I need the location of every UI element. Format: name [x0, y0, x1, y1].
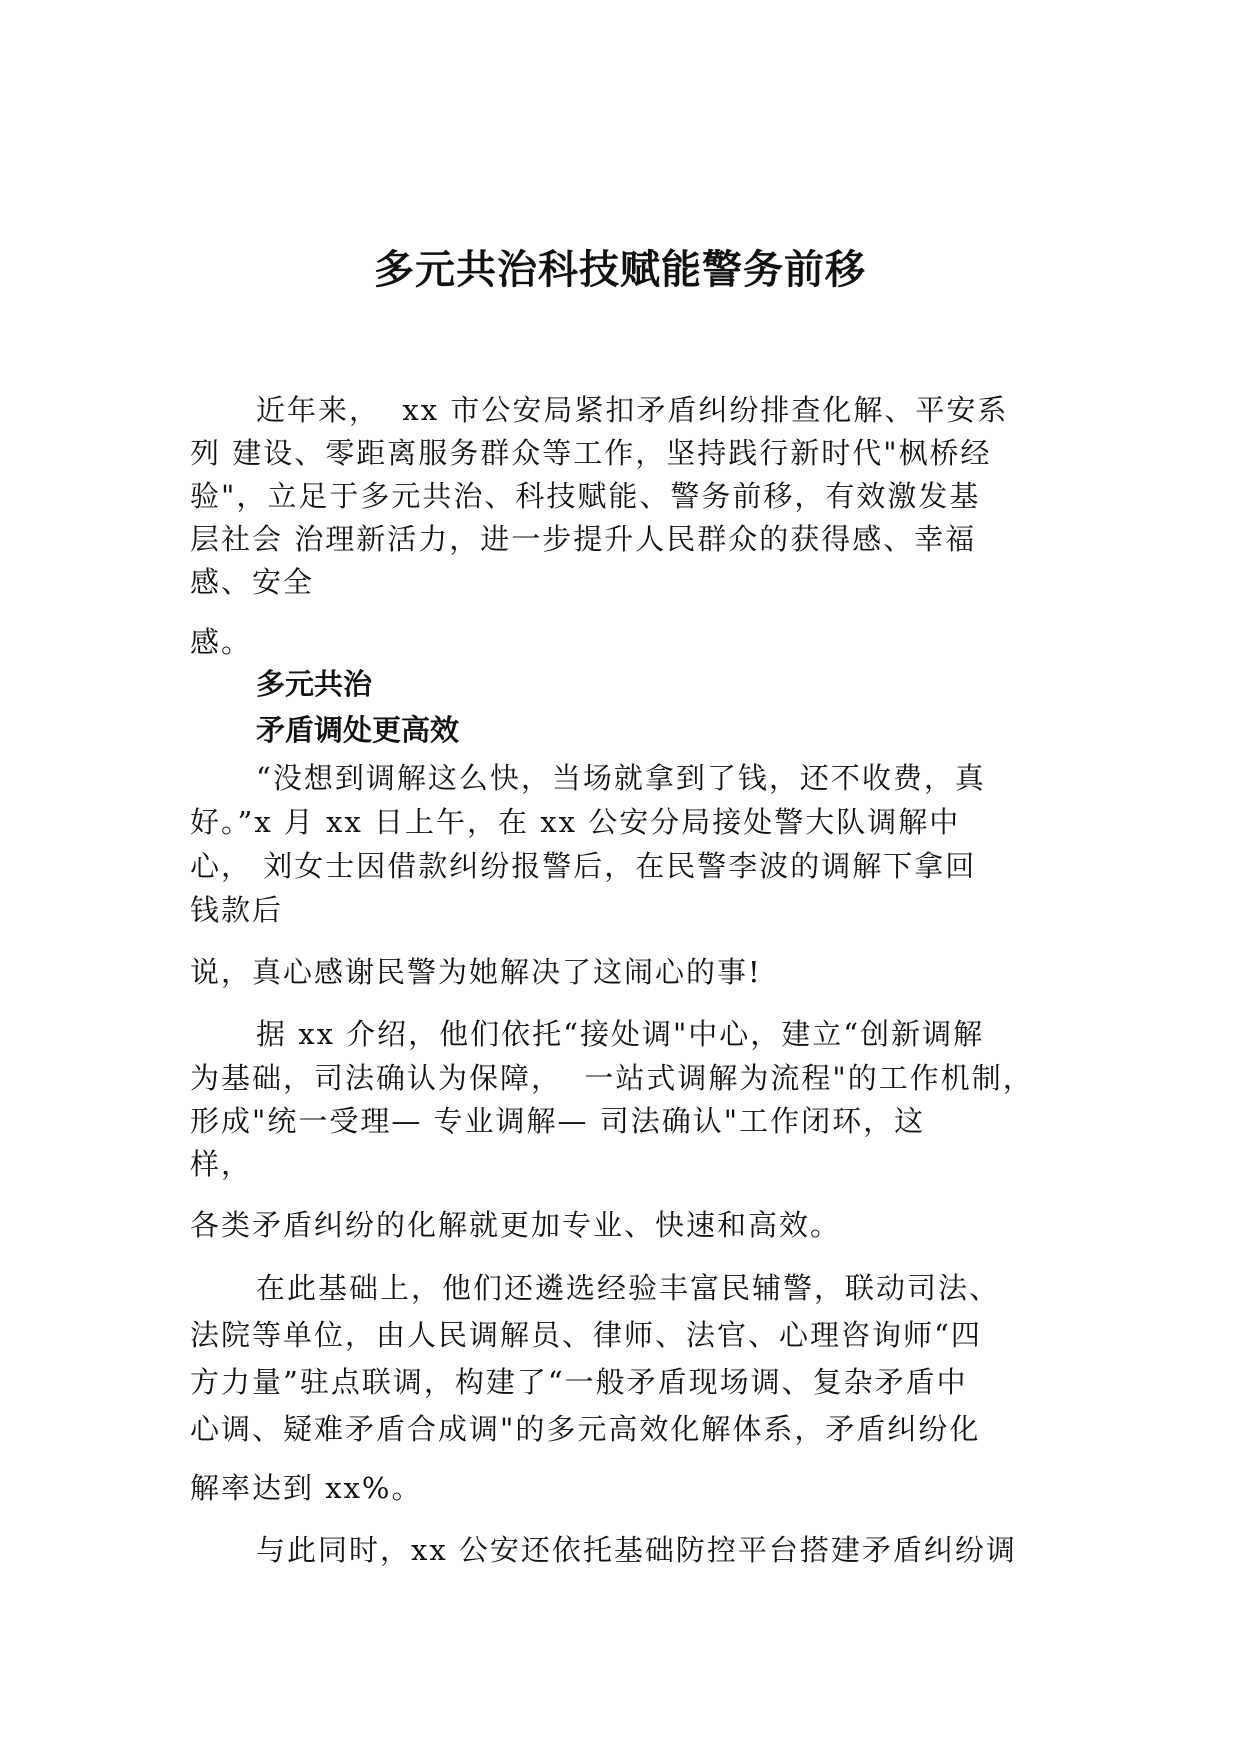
paragraph-4-line-1: 在此基础上，他们还遴选经验丰富民辅警，联动司法、: [256, 1271, 1001, 1305]
paragraph-4-line-4: 心调、疑难矛盾合成调"的多元高效化解体系，矛盾纠纷化: [190, 1412, 981, 1446]
document-title: 多元共治科技赋能警务前移: [374, 247, 866, 293]
paragraph-4-line-2: 法院等单位，由人民调解员、律师、法官、心理咨询师“四: [190, 1318, 982, 1352]
paragraph-4-line-3: 方力量”驻点联调，构建了“一般矛盾现场调、复杂矛盾中: [190, 1365, 968, 1399]
paragraph-5-line-1: 与此同时，xx 公安还依托基础防控平台搭建矛盾纠纷调: [256, 1533, 1017, 1567]
paragraph-2-line-4: 钱款后: [190, 893, 284, 927]
paragraph-1-line-4: 层社会 治理新活力，进一步提升人民群众的获得感、幸福: [190, 522, 977, 556]
paragraph-2-line-2: 好。”x 月 xx 日上午，在 xx 公安分局接处警大队调解中: [190, 805, 961, 839]
paragraph-3-line-1: 据 xx 介绍，他们依托“接处调"中心，建立“创新调解: [256, 1017, 985, 1051]
section-heading-2: 矛盾调处更高效: [256, 713, 460, 747]
paragraph-1-line-3: 验"，立足于多元共治、科技赋能、警务前移，有效激发基: [190, 479, 981, 513]
paragraph-3-line-5: 各类矛盾纠纷的化解就更加专业、快速和高效。: [190, 1208, 842, 1242]
section-heading-1: 多元共治: [256, 667, 373, 701]
paragraph-1-line-5: 感、安全: [190, 565, 315, 599]
paragraph-3-line-2: 为基础，司法确认为保障， 一站式调解为流程"的工作机制，: [190, 1061, 1034, 1095]
paragraph-1-line-1: 近年来， xx 市公安局紧扣矛盾纠纷排查化解、平安系: [256, 393, 1009, 427]
paragraph-4-line-5: 解率达到 xx%。: [190, 1471, 423, 1505]
paragraph-2-line-5: 说，真心感谢民警为她解决了这闹心的事!: [190, 955, 762, 989]
paragraph-1-line-6: 感。: [190, 625, 253, 659]
paragraph-2-line-1: “没想到调解这么快，当场就拿到了钱，还不收费，真: [256, 761, 986, 795]
paragraph-3-line-3: 形成"统一受理— 专业调解— 司法确认"工作闭环，这: [190, 1104, 926, 1138]
paragraph-2-line-3: 心， 刘女士因借款纠纷报警后，在民警李波的调解下拿回: [190, 849, 977, 883]
paragraph-1-line-2: 列 建设、零距离服务群众等工作，坚持践行新时代"枫桥经: [190, 436, 992, 470]
paragraph-3-line-4: 样，: [190, 1147, 253, 1181]
